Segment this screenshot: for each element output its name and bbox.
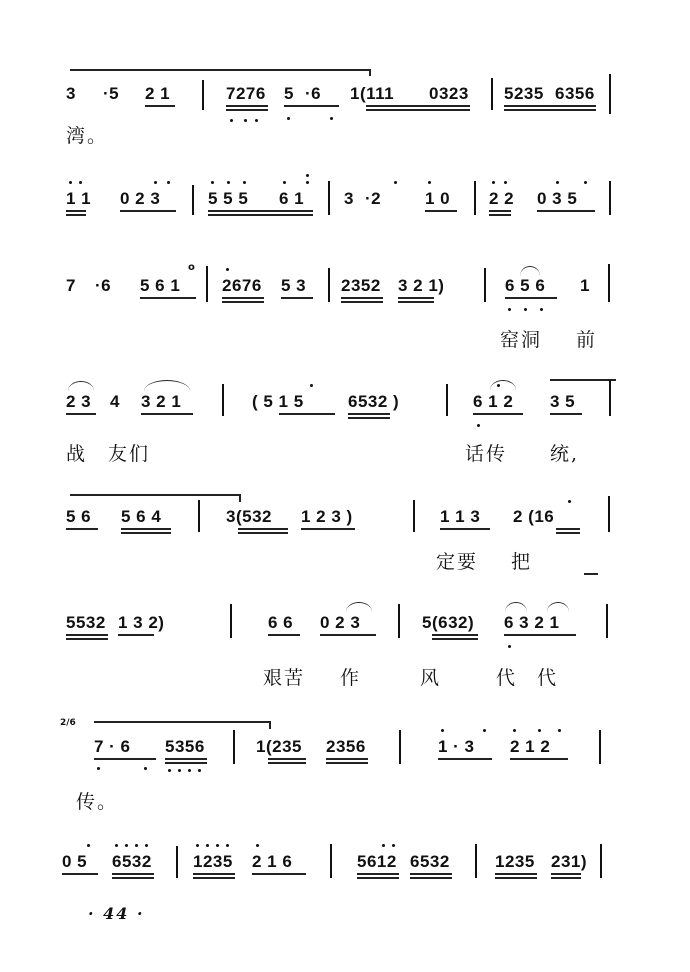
note: 2356 bbox=[326, 737, 366, 756]
barline bbox=[609, 380, 611, 416]
grace-mark: 2/6 bbox=[60, 718, 76, 728]
barline bbox=[600, 844, 602, 878]
note: 6532 bbox=[112, 852, 152, 871]
note: 3 bbox=[344, 189, 354, 208]
barline bbox=[222, 384, 224, 416]
note: 7276 bbox=[226, 84, 266, 103]
note: 1 bbox=[580, 276, 590, 295]
note: 6 5 6 bbox=[505, 276, 546, 295]
note: 2676 bbox=[222, 276, 262, 295]
note: 5612 bbox=[357, 852, 397, 871]
barline bbox=[206, 266, 208, 302]
barline bbox=[609, 181, 611, 215]
barline bbox=[474, 181, 476, 215]
barline bbox=[413, 500, 415, 532]
barline bbox=[328, 268, 330, 302]
lyric: 风 bbox=[420, 667, 442, 689]
note: ·6 bbox=[305, 84, 322, 103]
note: 6532 ) bbox=[348, 392, 400, 411]
lyric: 话传 bbox=[465, 443, 508, 465]
note: 3 bbox=[66, 84, 76, 103]
note: 7 bbox=[66, 276, 76, 295]
barline bbox=[202, 80, 204, 110]
note: 5 bbox=[284, 84, 294, 103]
note: 5356 bbox=[165, 737, 205, 756]
note: 2 1 6 bbox=[252, 852, 293, 871]
note: 0 2 3 bbox=[320, 613, 361, 632]
note: 2 3 bbox=[66, 392, 92, 411]
note: 2 (16 bbox=[513, 507, 555, 526]
note: 5532 bbox=[66, 613, 106, 632]
note: 3(532 bbox=[226, 507, 272, 526]
note: 1(111 bbox=[350, 84, 395, 103]
barline bbox=[491, 78, 493, 110]
note: 5235 bbox=[504, 84, 544, 103]
barline bbox=[606, 604, 608, 638]
lyric: 前 bbox=[576, 329, 598, 351]
lyric: 艰苦 bbox=[263, 667, 306, 689]
barline bbox=[599, 730, 601, 764]
note: 2352 bbox=[341, 276, 381, 295]
note: 1 2 3 ) bbox=[301, 507, 353, 526]
note: 1235 bbox=[193, 852, 233, 871]
note: 0 3 5 bbox=[537, 189, 578, 208]
note: 1 1 bbox=[66, 189, 92, 208]
note: 5 6 bbox=[66, 507, 92, 526]
lyric: 湾。 bbox=[66, 125, 109, 147]
note: 0323 bbox=[429, 84, 469, 103]
barline bbox=[233, 730, 235, 764]
barline bbox=[484, 268, 486, 302]
lyric: 统, bbox=[550, 443, 580, 465]
note: 6532 bbox=[410, 852, 450, 871]
barline bbox=[608, 496, 610, 532]
lyric: 友们 bbox=[108, 443, 151, 465]
barline bbox=[192, 185, 194, 215]
note: 3 2 1) bbox=[398, 276, 445, 295]
note: 1 0 bbox=[425, 189, 451, 208]
note: 1(235 bbox=[256, 737, 302, 756]
note: 1 1 3 bbox=[440, 507, 481, 526]
lyric: 代代 bbox=[496, 667, 579, 689]
note: 5 6 4 bbox=[121, 507, 162, 526]
note: 7 · 6 bbox=[94, 737, 131, 756]
lyric: 战 bbox=[66, 443, 88, 465]
note: 4 bbox=[110, 392, 120, 411]
note: ·2 bbox=[365, 189, 382, 208]
note: 6 3 2 1 bbox=[504, 613, 560, 632]
note: 1 · 3 bbox=[438, 737, 475, 756]
note: ·5 bbox=[103, 84, 120, 103]
note: 5 6 1 bbox=[140, 276, 181, 295]
note: 1235 bbox=[495, 852, 535, 871]
barline bbox=[446, 384, 448, 416]
note: 6 6 bbox=[268, 613, 294, 632]
note: 1 3 2) bbox=[118, 613, 165, 632]
barline bbox=[608, 264, 610, 302]
note: ·6 bbox=[95, 276, 112, 295]
barline bbox=[230, 604, 232, 638]
note: 6 1 2 bbox=[473, 392, 514, 411]
note: 0 2 3 bbox=[120, 189, 161, 208]
lyric: 窑洞 bbox=[500, 329, 543, 351]
barline bbox=[198, 500, 200, 532]
barline bbox=[399, 730, 401, 764]
lyric: 把 bbox=[511, 551, 533, 573]
barline bbox=[475, 844, 477, 878]
note: 2 1 2 bbox=[510, 737, 551, 756]
note: 0 5 bbox=[62, 852, 88, 871]
note: 5 3 bbox=[281, 276, 307, 295]
note: 6356 bbox=[555, 84, 595, 103]
lyric: 传。 bbox=[76, 791, 119, 813]
note: 3 5 bbox=[550, 392, 576, 411]
lyric: 作 bbox=[340, 667, 362, 689]
note: 231) bbox=[551, 852, 588, 871]
lyric: 定要 bbox=[436, 551, 479, 573]
note: 3 2 1 bbox=[141, 392, 182, 411]
barline bbox=[330, 844, 332, 878]
note: 6 1 bbox=[279, 189, 305, 208]
score-page: 3 ·5 2 1 7276 5 ·6 1(111 0323 5235 6356 湾。 1 1 0 2 3 5 5 5 6 1 3 ·2 1 0 2 2 0 3 5 7 ·6 5 6 1 o 2676 5 3 2352 3 2 1) 6 5 6 1 窑洞 前 2 3 4 3 2 1 ( 5 1 5 6532 ) 6 1 2 3 5 战 友们 话传 统, 5 6 5 6 4 3(532 1 2 3 ) 1 1 3 2 (16 定要 把 5532 1 3 2) 6 6 0 2 3 5(632) 6 3 2 1 艰苦 作 风 代代 2/6 7 · 6 5356 1(235 2356 1 · 3 2 1 2 传。 0 5 6532 1235 2 1 6 5612 6532 1235 231) · 44 · bbox=[0, 0, 690, 972]
note: 5 5 5 bbox=[208, 189, 249, 208]
barline bbox=[176, 846, 178, 878]
barline bbox=[328, 181, 330, 215]
page-number: · 44 · bbox=[88, 904, 145, 923]
note: 2 2 bbox=[489, 189, 515, 208]
note: 5(632) bbox=[422, 613, 475, 632]
note: ( 5 1 5 bbox=[252, 392, 304, 411]
barline bbox=[609, 74, 611, 114]
note: 2 1 bbox=[145, 84, 171, 103]
barline bbox=[398, 604, 400, 638]
